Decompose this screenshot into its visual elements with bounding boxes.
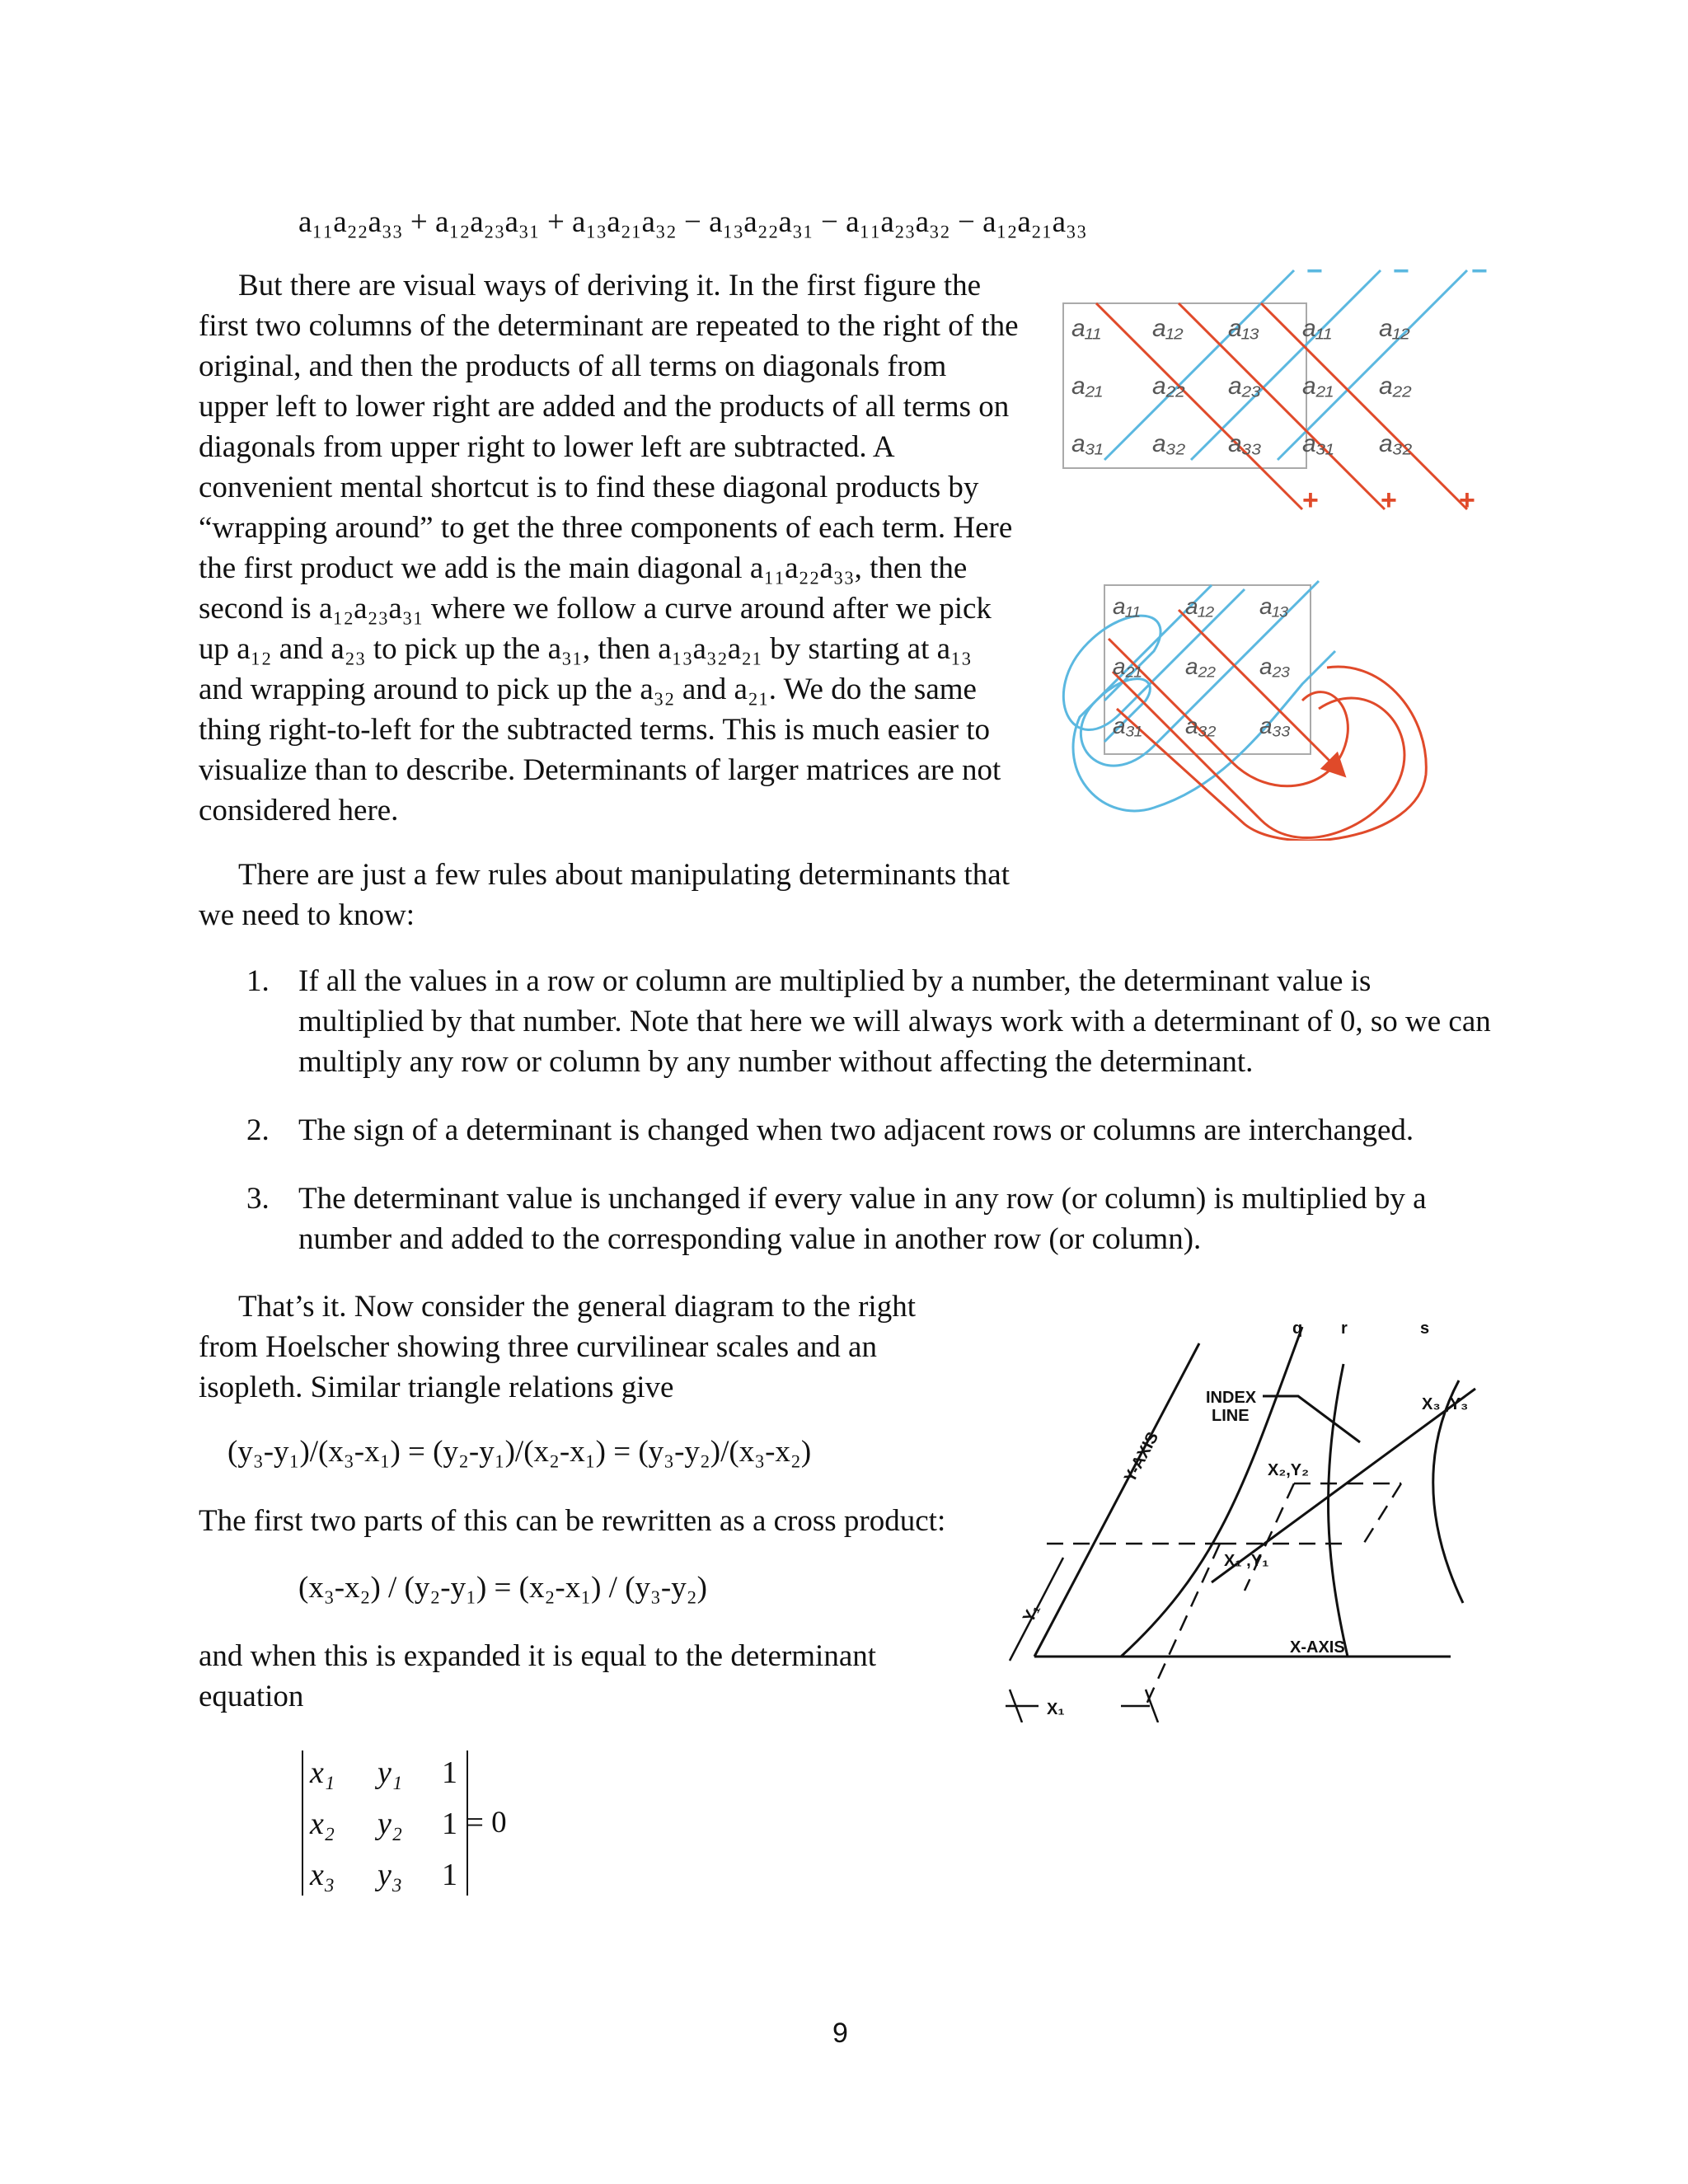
f2-cell: a₃₂	[1185, 713, 1217, 738]
f1-cell: a₃₂	[1379, 430, 1413, 457]
expansion-formula-text: a₁₁a₂₂a₃₃ + a₁₂a₂₃a₃₁ + a₁₃a₂₁a₃₂ − a₁₃a₂₂a₃₁ − a₁₁a₂₃a₃₂ − a₁₂a₂₁a₃₃	[298, 205, 1087, 239]
point-2-label: X₂,Y₂	[1268, 1461, 1310, 1479]
rule-item	[199, 1110, 1502, 1151]
hoelscher-paragraph: That’s it. Now consider the general diagram to the right from Hoelscher showing three curvilinear scales and an isopleth. Similar triangle relations give	[199, 1290, 916, 1404]
determinant-rules-list	[199, 961, 1502, 1259]
point-3-label: X₃ ,Y₃	[1422, 1395, 1469, 1413]
plus-sign: +	[1381, 485, 1397, 516]
det-cell: x₁	[310, 1755, 335, 1790]
rule-text: The sign of a determinant is changed when two adjacent rows or columns are interchanged.	[298, 1113, 1414, 1147]
f1-cell: a₁₁	[1071, 315, 1101, 342]
f2-cell: a₂₃	[1259, 654, 1291, 679]
minus-sign: −	[1471, 262, 1488, 287]
f2-cell: a₃₁	[1113, 713, 1142, 738]
f1-cell: a₂₃	[1228, 373, 1262, 400]
det-cell: 1	[442, 1755, 457, 1790]
sarrus-diagonal-figure	[1055, 262, 1517, 518]
f1-cell: a₁₁	[1302, 315, 1332, 342]
det-cell: y₁	[377, 1755, 403, 1790]
f1-cell: a₁₂	[1379, 315, 1410, 342]
determinant-matrix	[302, 1750, 468, 1896]
minus-sign: −	[1393, 262, 1409, 287]
scale-q-label: q	[1292, 1319, 1303, 1338]
y-axis-label: Y-AXIS	[1120, 1429, 1163, 1486]
f2-cell: a₁₃	[1259, 593, 1289, 619]
x1-label: X₁	[1047, 1700, 1065, 1718]
y1-label: Y₁	[1019, 1601, 1044, 1626]
determinant-equals: = 0	[467, 1806, 507, 1840]
f1-cell: a₂₁	[1302, 373, 1334, 400]
f2-cell: a₂₂	[1185, 654, 1216, 679]
hoelscher-diagram	[973, 1319, 1484, 1722]
minus-sign: −	[1306, 262, 1323, 287]
rule-item	[199, 961, 1502, 1082]
page-number: 9	[832, 2018, 848, 2049]
determinant-intro-paragraph: and when this is expanded it is equal to the determinant equation	[199, 1639, 877, 1713]
sarrus-rule-paragraph: But there are visual ways of deriving it. In the first figure the first two columns of the determinant are repeated to the right of the original, and then the products of all terms on diagonals from upper left to lower right are added and the products of all terms on diagonals from upper right to lower left are subtracted. A convenient mental shortcut is to find these diagonal products by “wrapping around” to get the three components of each term. Here the first product we add is the main diagonal a₁₁a₂₂a₃₃, then the second is a₁₂a₂₃a₃₁ where we follow a curve around after we pick up a₁₂ and a₂₃ to pick up the a₃₁, then a₁₃a₃₂a₂₁ by starting at a₁₃ and wrapping around to pick up the a₃₂ and a₂₁. We do the same thing right-to-left for the subtracted terms. This is much easier to visualize than to describe. Determinants of larger matrices are not considered here.	[199, 269, 1019, 827]
f1-cell: a₂₂	[1379, 373, 1412, 400]
figure2-cells	[1113, 593, 1291, 738]
rule-text: The determinant value is unchanged if every value in any row (or column) is multiplied by a number and added to the corresponding value in another row (or column).	[298, 1182, 1427, 1256]
wraparound-figure	[1055, 577, 1434, 841]
rule-item	[199, 1179, 1502, 1259]
f1-cell: a₂₂	[1152, 373, 1185, 400]
cross-product-equation: (x₃-x₂) / (y₂-y₁) = (x₂-x₁) / (y₃-y₂)	[298, 1571, 707, 1605]
f1-cell: a₃₂	[1152, 430, 1186, 457]
rule-text: If all the values in a row or column are multiplied by a number, the determinant value is multiplied by that number. Note that here we will always work with a determinant of 0, so we can multiply any row or column by any number without affecting the determinant.	[298, 964, 1491, 1079]
f1-cell: a₃₁	[1302, 430, 1334, 457]
f1-cell: a₃₃	[1228, 430, 1262, 457]
det-cell: y₂	[377, 1807, 403, 1841]
point-1-label: X₁ ,Y₁	[1224, 1552, 1269, 1570]
det-cell: 1	[442, 1807, 457, 1841]
det-cell: 1	[442, 1858, 457, 1892]
f1-cell: a₃₁	[1071, 430, 1104, 457]
f2-cell: a₁₂	[1185, 593, 1215, 619]
index-line-label: INDEX	[1206, 1389, 1257, 1407]
plus-sign: +	[1302, 485, 1319, 516]
det-cell: x₂	[310, 1807, 335, 1841]
f2-cell: a₁₁	[1113, 593, 1141, 619]
det-cell: y₃	[377, 1858, 403, 1892]
x-axis-label: X-AXIS	[1290, 1638, 1345, 1657]
plus-sign: +	[1459, 485, 1475, 516]
f1-cell: a₂₁	[1071, 373, 1103, 400]
f1-cell: a₁₃	[1228, 315, 1260, 342]
rule-number: 2.	[246, 1113, 270, 1147]
scale-r-label: r	[1341, 1319, 1348, 1338]
rules-intro-paragraph: There are just a few rules about manipulating determinants that we need to know:	[199, 858, 1010, 932]
det-cell: x₃	[310, 1858, 335, 1892]
rule-number: 3.	[246, 1182, 270, 1216]
similar-triangle-equation: (y₃-y₁)/(x₃-x₁) = (y₂-y₁)/(x₂-x₁) = (y₃-y₂)/(x₃-x₂)	[227, 1435, 812, 1469]
f1-cell: a₁₂	[1152, 315, 1184, 342]
scale-s-label: s	[1420, 1319, 1430, 1338]
index-line-label: LINE	[1212, 1407, 1250, 1425]
f2-cell: a₂₁	[1113, 654, 1142, 679]
figure1-cells	[1071, 315, 1413, 457]
cross-product-paragraph: The first two parts of this can be rewritten as a cross product:	[199, 1504, 946, 1538]
expansion-formula	[298, 204, 1087, 240]
f2-cell: a₃₃	[1259, 713, 1291, 738]
rule-number: 1.	[246, 964, 270, 998]
